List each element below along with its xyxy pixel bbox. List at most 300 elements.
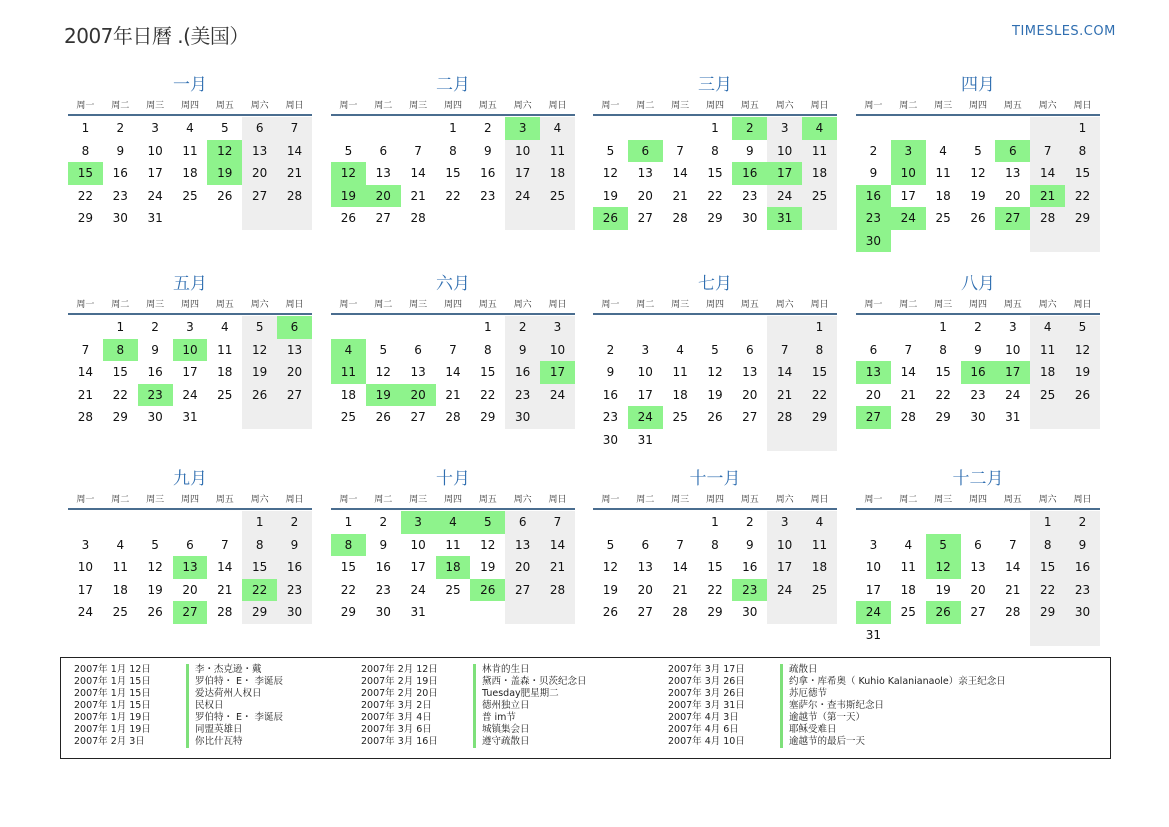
day-cell: 12 — [242, 339, 277, 362]
day-cell: 14 — [767, 361, 802, 384]
weekday-label: 周一 — [339, 101, 358, 111]
day-cell: 9 — [151, 342, 159, 357]
day-cell: 14 — [77, 365, 94, 379]
weekday-label: 周五 — [740, 495, 759, 505]
day-cell: 5 — [606, 143, 615, 158]
holiday-day-cell: 27 — [995, 207, 1030, 230]
day-cell: 17 — [865, 582, 882, 597]
holiday-day-cell: 18 — [436, 556, 471, 579]
weekday-label: 周日 — [285, 300, 304, 310]
day-cell: 29 — [935, 410, 951, 424]
holiday-row — [61, 736, 283, 748]
weekday-label: 周六 — [250, 101, 269, 111]
day-cell: 16 — [602, 387, 619, 402]
holiday-day-cell: 21 — [1030, 185, 1065, 208]
day-cell: 27 — [970, 605, 986, 619]
day-cell: 1 — [939, 320, 947, 334]
day-cell: 27 — [742, 410, 758, 424]
holiday-date: 2007年 3月 17日 — [668, 664, 745, 675]
day-cell: 25 — [1030, 384, 1065, 407]
weekday-label: 周二 — [111, 101, 130, 111]
weekday-header — [331, 97, 575, 116]
weekday-header — [593, 296, 837, 315]
holiday-name: Tuesday肥星期二 — [473, 688, 559, 700]
day-cell: 24 — [77, 605, 94, 619]
day-cell: 3 — [540, 316, 575, 339]
holiday-day-cell: 19 — [207, 162, 242, 185]
day-cell: 11 — [112, 560, 128, 574]
day-cell: 18 — [540, 162, 575, 185]
day-cell: 11 — [445, 537, 461, 552]
day-cell: 25 — [540, 185, 575, 208]
day-cell: 5 — [974, 143, 982, 158]
day-cell: 15 — [707, 560, 723, 574]
day-cell: 3 — [81, 537, 90, 552]
day-cell: 13 — [375, 166, 391, 180]
day-cell: 11 — [540, 140, 575, 163]
weekday-header — [331, 491, 575, 510]
weekday-label: 周四 — [705, 495, 724, 505]
day-cell: 29 — [707, 605, 723, 619]
month-12 — [856, 468, 1100, 646]
holiday-day-cell: 24 — [628, 406, 663, 429]
day-cell: 31 — [865, 627, 882, 642]
day-cell: 19 — [602, 582, 619, 597]
holiday-day-cell: 23 — [732, 579, 767, 602]
empty-cell — [995, 511, 1030, 534]
month-title: 四月 — [961, 75, 995, 95]
day-cell: 21 — [767, 384, 802, 407]
day-cell: 6 — [242, 117, 277, 140]
day-cell: 31 — [182, 410, 198, 424]
empty-cell — [470, 601, 505, 624]
weekday-label: 周一 — [864, 495, 883, 505]
month-title: 一月 — [173, 75, 207, 95]
day-cell: 28 — [277, 185, 312, 208]
site-brand[interactable]: TIMESLES.COM — [1012, 24, 1116, 39]
day-cell: 3 — [1008, 320, 1017, 334]
holiday-day-cell: 26 — [470, 579, 505, 602]
holiday-date: 2007年 1月 15日 — [74, 688, 151, 699]
day-cell: 27 — [277, 384, 312, 407]
holiday-day-cell: 26 — [593, 207, 628, 230]
day-cell: 22 — [802, 384, 837, 407]
empty-cell — [540, 601, 575, 624]
day-cell: 15 — [707, 166, 723, 180]
month-1 — [68, 74, 312, 230]
holiday-day-cell: 17 — [767, 162, 802, 185]
day-cell: 26 — [970, 211, 986, 225]
weekday-label: 周二 — [374, 101, 393, 111]
day-cell: 28 — [900, 410, 916, 424]
day-cell: 10 — [637, 365, 653, 379]
holiday-row — [655, 712, 1006, 724]
holiday-day-cell: 22 — [242, 579, 277, 602]
day-cell: 29 — [707, 211, 723, 225]
day-cell: 7 — [1008, 537, 1017, 552]
day-cell: 20 — [637, 188, 653, 203]
day-cell: 5 — [1065, 316, 1100, 339]
weekday-label: 周二 — [636, 101, 655, 111]
holiday-name: 德州独立日 — [473, 700, 530, 712]
day-cell: 2 — [745, 515, 754, 529]
day-cell: 11 — [217, 342, 233, 357]
holiday-day-cell: 12 — [926, 556, 961, 579]
day-cell: 28 — [410, 211, 426, 225]
month-8 — [856, 273, 1100, 429]
day-cell: 12 — [375, 365, 391, 379]
weekday-label: 周一 — [864, 300, 883, 310]
holiday-name: 逾越节（第一天） — [780, 712, 865, 724]
day-cell: 1 — [344, 515, 353, 529]
day-cell: 28 — [445, 410, 461, 424]
month-3 — [593, 74, 837, 230]
empty-cell — [663, 429, 698, 452]
holiday-date: 2007年 3月 26日 — [668, 688, 745, 699]
day-cell: 21 — [77, 387, 94, 402]
day-cell: 30 — [742, 211, 758, 225]
holiday-day-cell: 5 — [470, 511, 505, 534]
holiday-date: 2007年 3月 16日 — [361, 736, 438, 747]
weekday-label: 周三 — [671, 495, 690, 505]
day-cell: 28 — [1030, 207, 1065, 230]
holiday-column — [655, 664, 1006, 748]
empty-cell — [505, 207, 540, 230]
empty-cell — [68, 511, 103, 534]
day-cell: 2 — [974, 320, 982, 334]
day-cell: 21 — [410, 188, 426, 203]
day-cell: 1 — [242, 511, 277, 534]
weekday-label: 周六 — [250, 495, 269, 505]
day-cell: 6 — [414, 342, 422, 357]
day-cell: 7 — [81, 342, 90, 357]
day-cell: 19 — [242, 361, 277, 384]
day-cell: 4 — [939, 143, 947, 158]
day-cell: 10 — [410, 537, 426, 552]
day-cell: 15 — [112, 365, 128, 379]
holiday-name: 疏散日 — [780, 664, 818, 676]
weekday-label: 周五 — [215, 300, 234, 310]
day-cell: 14 — [277, 140, 312, 163]
day-cell: 5 — [711, 342, 719, 357]
day-cell: 12 — [480, 537, 496, 552]
day-cell: 27 — [410, 410, 426, 424]
weekday-label: 周三 — [146, 495, 165, 505]
day-cell: 22 — [1065, 185, 1100, 208]
day-cell: 22 — [77, 188, 94, 203]
day-cell: 21 — [217, 582, 233, 597]
weekday-label: 周三 — [671, 101, 690, 111]
weekday-label: 周三 — [146, 101, 165, 111]
empty-cell — [1065, 406, 1100, 429]
holiday-row — [348, 676, 587, 688]
day-cell: 6 — [379, 143, 388, 158]
weekday-label: 周四 — [705, 300, 724, 310]
day-cell: 4 — [540, 117, 575, 140]
day-cell: 26 — [242, 384, 277, 407]
weekday-label: 周六 — [775, 300, 794, 310]
empty-cell — [68, 316, 103, 339]
day-cell: 12 — [602, 560, 619, 574]
day-cell: 25 — [217, 387, 233, 402]
weekday-label: 周日 — [810, 101, 829, 111]
day-cell: 14 — [217, 560, 233, 574]
holiday-day-cell: 16 — [732, 162, 767, 185]
weekday-label: 周二 — [636, 495, 655, 505]
weekday-label: 周二 — [899, 101, 918, 111]
weekday-header — [68, 491, 312, 510]
weekday-label: 周三 — [934, 300, 953, 310]
day-cell: 16 — [375, 560, 391, 574]
day-cell: 14 — [672, 166, 688, 180]
day-cell: 31 — [147, 211, 163, 225]
month-title: 十一月 — [689, 469, 741, 489]
holiday-date: 2007年 3月 26日 — [668, 676, 745, 687]
weekday-label: 周四 — [180, 300, 199, 310]
day-cell: 25 — [445, 582, 461, 597]
empty-cell — [767, 316, 802, 339]
holiday-row — [61, 724, 283, 736]
day-cell: 20 — [865, 387, 882, 402]
weekday-label: 周日 — [548, 495, 567, 505]
day-cell: 2 — [483, 121, 492, 135]
empty-cell — [628, 511, 663, 534]
empty-cell — [593, 117, 628, 140]
day-cell: 22 — [112, 387, 128, 402]
holiday-day-cell: 6 — [277, 316, 312, 339]
holiday-day-cell: 6 — [995, 140, 1030, 163]
holiday-column — [61, 664, 283, 748]
day-grid — [856, 511, 1100, 646]
day-cell: 16 — [480, 166, 496, 180]
empty-cell — [891, 316, 926, 339]
day-cell: 10 — [767, 534, 802, 557]
day-cell: 31 — [1005, 410, 1021, 424]
day-cell: 4 — [220, 320, 229, 334]
weekday-label: 周五 — [1003, 300, 1022, 310]
holiday-row — [61, 664, 283, 676]
day-cell: 28 — [767, 406, 802, 429]
day-cell: 9 — [483, 143, 492, 158]
day-cell: 26 — [707, 410, 723, 424]
day-cell: 4 — [676, 342, 684, 357]
weekday-label: 周三 — [146, 300, 165, 310]
weekday-label: 周六 — [775, 495, 794, 505]
holiday-list — [60, 657, 1111, 759]
empty-cell — [961, 117, 996, 140]
day-cell: 12 — [970, 166, 986, 180]
day-cell: 10 — [505, 140, 540, 163]
holiday-name: 民权日 — [186, 700, 224, 712]
holiday-day-cell: 19 — [331, 185, 366, 208]
weekday-label: 周日 — [1073, 300, 1092, 310]
day-cell: 3 — [186, 320, 194, 334]
day-cell: 18 — [900, 582, 916, 597]
weekday-label: 周六 — [513, 300, 532, 310]
day-cell: 25 — [112, 605, 128, 619]
empty-cell — [242, 207, 277, 230]
day-cell: 15 — [340, 560, 357, 574]
day-cell: 18 — [672, 387, 688, 402]
holiday-day-cell: 4 — [331, 339, 366, 362]
empty-cell — [366, 316, 401, 339]
holiday-day-cell: 15 — [68, 162, 103, 185]
empty-cell — [732, 316, 767, 339]
empty-cell — [891, 511, 926, 534]
day-cell: 23 — [1065, 579, 1100, 602]
day-cell: 16 — [277, 556, 312, 579]
holiday-row — [348, 664, 587, 676]
holiday-name: 罗伯特・ E・ 李诞辰 — [186, 676, 283, 688]
empty-cell — [698, 429, 733, 452]
weekday-label: 周五 — [478, 101, 497, 111]
weekday-label: 周一 — [339, 495, 358, 505]
holiday-name: 黛西・盖森・贝茨纪念日 — [473, 676, 587, 688]
weekday-label: 周日 — [1073, 101, 1092, 111]
day-cell: 20 — [637, 582, 653, 597]
weekday-label: 周四 — [968, 300, 987, 310]
day-cell: 25 — [935, 211, 951, 225]
day-cell: 2 — [379, 515, 388, 529]
day-cell: 20 — [742, 387, 758, 402]
day-cell: 11 — [802, 534, 837, 557]
day-cell: 18 — [182, 166, 198, 180]
day-cell: 8 — [483, 342, 492, 357]
day-cell: 29 — [480, 410, 496, 424]
day-cell: 18 — [802, 556, 837, 579]
holiday-row — [655, 724, 1006, 736]
day-cell: 14 — [540, 534, 575, 557]
day-cell: 7 — [220, 537, 229, 552]
empty-cell — [401, 316, 436, 339]
holiday-day-cell: 23 — [856, 207, 891, 230]
day-cell: 29 — [242, 601, 277, 624]
day-cell: 10 — [77, 560, 94, 574]
day-cell: 24 — [1005, 387, 1021, 402]
day-cell: 26 — [217, 188, 233, 203]
day-cell: 1 — [711, 121, 719, 135]
weekday-label: 周五 — [215, 101, 234, 111]
day-cell: 9 — [505, 339, 540, 362]
holiday-row — [61, 688, 283, 700]
day-cell: 2 — [116, 121, 125, 135]
holiday-day-cell: 12 — [331, 162, 366, 185]
day-cell: 30 — [147, 410, 163, 424]
day-cell: 1 — [711, 515, 719, 529]
day-cell: 24 — [767, 185, 802, 208]
day-cell: 9 — [745, 143, 754, 158]
weekday-label: 周三 — [409, 101, 428, 111]
empty-cell — [173, 511, 208, 534]
day-cell: 7 — [676, 537, 684, 552]
weekday-label: 周三 — [409, 300, 428, 310]
holiday-date: 2007年 3月 6日 — [361, 724, 432, 735]
day-cell: 2 — [869, 143, 878, 158]
holiday-name: 耶稣受难日 — [780, 724, 837, 736]
weekday-label: 周三 — [934, 495, 953, 505]
day-cell: 1 — [449, 121, 457, 135]
holiday-date: 2007年 1月 15日 — [74, 700, 151, 711]
weekday-label: 周一 — [601, 495, 620, 505]
day-cell: 5 — [151, 537, 159, 552]
weekday-label: 周日 — [1073, 495, 1092, 505]
day-cell: 22 — [707, 188, 723, 203]
month-title: 二月 — [436, 75, 470, 95]
empty-cell — [926, 117, 961, 140]
empty-cell — [173, 207, 208, 230]
holiday-day-cell: 12 — [207, 140, 242, 163]
empty-cell — [767, 429, 802, 452]
day-cell: 10 — [865, 560, 882, 574]
day-cell: 27 — [375, 211, 391, 225]
day-cell: 28 — [540, 579, 575, 602]
empty-cell — [505, 601, 540, 624]
holiday-date: 2007年 2月 20日 — [361, 688, 438, 699]
weekday-label: 周五 — [478, 300, 497, 310]
day-cell: 28 — [1005, 605, 1021, 619]
day-cell: 29 — [1065, 207, 1100, 230]
month-title: 七月 — [698, 274, 732, 294]
day-cell: 3 — [767, 117, 802, 140]
holiday-date: 2007年 1月 19日 — [74, 712, 151, 723]
day-cell: 15 — [1065, 162, 1100, 185]
day-cell: 30 — [375, 605, 391, 619]
empty-cell — [802, 601, 837, 624]
day-cell: 25 — [802, 579, 837, 602]
holiday-name: 爱达荷州人权日 — [186, 688, 262, 700]
day-cell: 22 — [707, 582, 723, 597]
day-cell: 9 — [379, 537, 388, 552]
day-cell: 1 — [81, 121, 90, 135]
day-grid — [593, 511, 837, 624]
day-cell: 16 — [742, 560, 758, 574]
weekday-header — [593, 491, 837, 510]
day-cell: 2 — [505, 316, 540, 339]
day-cell: 22 — [445, 188, 461, 203]
day-cell: 8 — [711, 537, 719, 552]
day-cell: 6 — [641, 537, 650, 552]
day-cell: 30 — [1065, 601, 1100, 624]
day-cell: 17 — [505, 162, 540, 185]
holiday-name: 同盟英雄日 — [186, 724, 243, 736]
empty-cell — [103, 511, 138, 534]
day-cell: 30 — [602, 432, 619, 447]
holiday-day-cell: 30 — [856, 230, 891, 253]
day-cell: 4 — [186, 121, 194, 135]
day-cell: 6 — [186, 537, 194, 552]
holiday-day-cell: 20 — [401, 384, 436, 407]
day-cell: 28 — [77, 410, 94, 424]
day-grid — [68, 316, 312, 429]
empty-cell — [470, 207, 505, 230]
holiday-day-cell: 27 — [856, 406, 891, 429]
day-cell: 1 — [802, 316, 837, 339]
empty-cell — [1030, 117, 1065, 140]
weekday-label: 周日 — [285, 101, 304, 111]
day-cell: 13 — [277, 339, 312, 362]
holiday-day-cell: 4 — [436, 511, 471, 534]
day-cell: 9 — [1065, 534, 1100, 557]
day-cell: 16 — [112, 166, 128, 180]
day-cell: 27 — [637, 605, 653, 619]
day-cell: 21 — [672, 188, 688, 203]
holiday-column — [348, 664, 587, 748]
holiday-day-cell: 24 — [891, 207, 926, 230]
day-cell: 8 — [802, 339, 837, 362]
empty-cell — [926, 624, 961, 647]
day-cell: 19 — [707, 387, 723, 402]
holiday-name: 城镇集会日 — [473, 724, 530, 736]
